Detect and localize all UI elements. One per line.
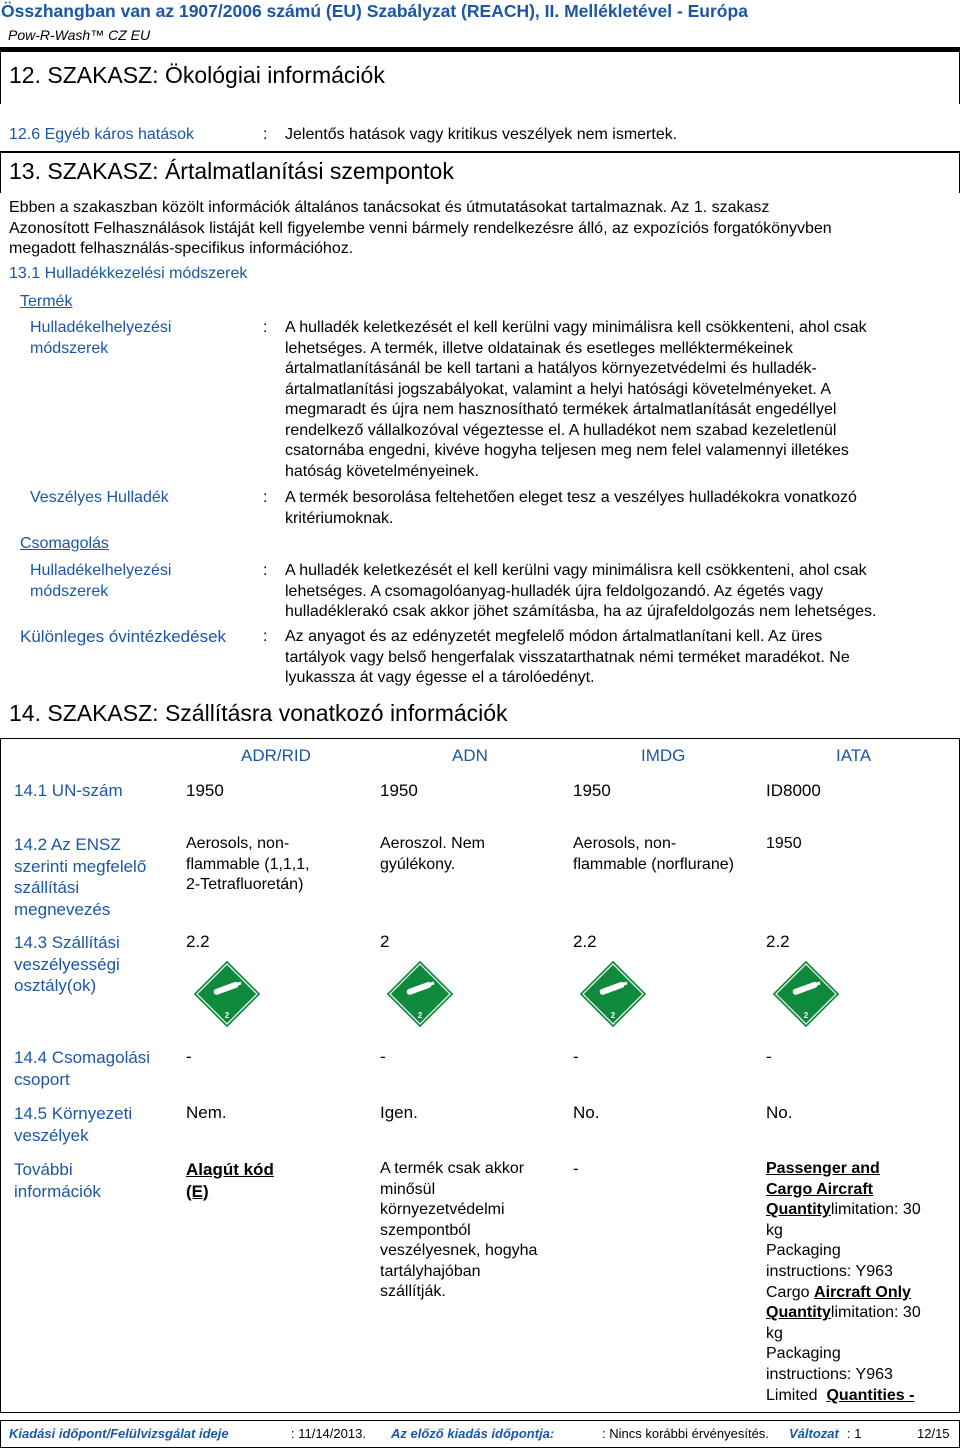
gas-cylinder-hazard-icon — [191, 958, 263, 1030]
footer-issue-value: : 11/14/2013. — [291, 1426, 366, 1441]
product-disposal-label: Hulladékelhelyezési módszerek — [30, 319, 172, 357]
hazard-class-adr: 2.2 — [186, 932, 210, 951]
row-label-environmental: 14.5 Környezeti veszélyek — [14, 1104, 133, 1145]
column-header-imdg: IMDG — [641, 746, 686, 765]
packing-group-adn: - — [380, 1047, 386, 1066]
hazardous-waste-colon: : — [263, 489, 268, 506]
column-header-iata: IATA — [836, 746, 872, 765]
section-13-intro: Ebben a szakaszban közölt információk általános tanácsokat és útmutatásokat tartalmaznak. Az 1. szakasz Azonosított Felhasználások listáját kell figyelembe venni bármely rendelkezésre álló, az expozíciós forgatókönyvben megadott felhasználás-specifikus információhoz. — [9, 199, 832, 257]
section-12-6-text: Jelentős hatások vagy kritikus veszélyek nem ismertek. — [285, 126, 678, 143]
packaging-disposal-label: Hulladékelhelyezési módszerek — [30, 562, 172, 600]
environmental-adr: Nem. — [186, 1103, 227, 1122]
product-disposal-colon: : — [263, 319, 268, 336]
row-label-shipping-name: 14.2 Az ENSZ szerinti megfelelő szállítási megnevezés — [14, 835, 147, 919]
un-number-adn: 1950 — [380, 781, 418, 800]
svg-text:2: 2 — [417, 1011, 423, 1020]
packing-group-imdg: - — [573, 1047, 579, 1066]
row-label-packing-group: 14.4 Csomagolási csoport — [14, 1048, 151, 1089]
special-precautions-colon: : — [263, 628, 268, 645]
hazardous-waste-label: Veszélyes Hulladék — [30, 489, 169, 506]
product-disposal-text: A hulladék keletkezését el kell kerülni vagy minimálisra kell csökkenteni, ahol csak lehetséges. A termék, illetve oldatainak és esetleges melléktermékeinek ártalmatlanításánál be kell tartani a hatályos környezetvédelmi és hulladék- ártalmatlanítási jogszabályokat, valamint a helyi hatósági követelményeket. A megmaradt és újra nem hasznosítható termékek ártalmatlanítását engedéllyel rendelkező vállalkozóval végeztesse el. A hulladékot nem szabad kezeletlenül csatornába engedni, kivéve hogyha teljesen meg nem felel valamennyi illetékes hatóság követelményeinek. — [285, 319, 867, 480]
shipping-name-iata: 1950 — [766, 835, 802, 852]
environmental-iata: No. — [766, 1103, 793, 1122]
hazardous-waste-text: A termék besorolása feltehetően eleget tesz a veszélyes hulladékokra vonatkozó kritériumoknak. — [285, 489, 857, 527]
packaging-heading: Csomagolás — [20, 535, 109, 552]
product-heading: Termék — [20, 293, 73, 310]
packaging-disposal-colon: : — [263, 562, 268, 579]
shipping-name-imdg: Aerosols, non- flammable (norflurane) — [573, 835, 734, 873]
product-name: Pow-R-Wash™ CZ EU — [8, 27, 151, 43]
additional-info-adr: Alagút kód (E) — [186, 1160, 274, 1201]
row-label-additional-info: További információk — [14, 1160, 101, 1201]
gas-cylinder-hazard-icon — [577, 958, 649, 1030]
additional-info-iata: Passenger and Cargo Aircraft Quantitylimitation: 30 kg Packaging instructions: Y963 Cargo Aircraft Only Quantitylimitation: 30 kg Packaging instructions: Y963 Limited Quantities - — [766, 1160, 921, 1404]
section-13-1-heading: 13.1 Hulladékkezelési módszerek — [9, 265, 248, 282]
row-label-hazard-class: 14.3 Szállítási veszélyességi osztály(ok) — [14, 933, 120, 995]
section-12-title: 12. SZAKASZ: Ökológiai információk — [9, 62, 385, 88]
row-label-un-number: 14.1 UN-szám — [14, 781, 123, 800]
footer-version-label: Változat — [789, 1426, 839, 1441]
section-12-6-colon: : — [263, 126, 268, 143]
section-13-title: 13. SZAKASZ: Ártalmatlanítási szempontok — [9, 158, 454, 184]
hazard-class-iata: 2.2 — [766, 932, 790, 951]
hazard-class-adn: 2 — [380, 932, 390, 951]
un-number-imdg: 1950 — [573, 781, 611, 800]
footer-prev-value: : Nincs korábbi érvényesítés. — [602, 1426, 769, 1441]
special-precautions-label: Különleges óvintézkedések — [20, 627, 227, 646]
footer-version-value: : 1 — [847, 1426, 862, 1441]
special-precautions-text: Az anyagot és az edényzetét megfelelő módon ártalmatlanítani kell. Az üres tartályok vagy belső hengerfalak visszatarthatnak némi terméket maradékot. Ne lyukassza át vagy égesse el a tárolóedényt. — [285, 628, 850, 686]
page-footer — [0, 1420, 960, 1448]
gas-cylinder-hazard-icon — [770, 958, 842, 1030]
un-number-iata: ID8000 — [766, 781, 821, 800]
un-number-adr: 1950 — [186, 781, 224, 800]
gas-cylinder-hazard-icon — [384, 958, 456, 1030]
section-14-title: 14. SZAKASZ: Szállításra vonatkozó információk — [9, 700, 508, 726]
packing-group-adr: - — [186, 1047, 192, 1066]
shipping-name-adr: Aerosols, non- flammable (1,1,1, 2-Tetrafluoretán) — [186, 835, 310, 893]
environmental-imdg: No. — [573, 1103, 600, 1122]
svg-text:2: 2 — [803, 1011, 809, 1020]
shipping-name-adn: Aeroszol. Nem gyúlékony. — [380, 835, 485, 873]
additional-info-adn: A termék csak akkor minősül környezetvédelmi szempontból veszélyesnek, hogyha tartályhajóban szállítják. — [380, 1160, 538, 1300]
document-header-title: Összhangban van az 1907/2006 számú (EU) Szabályzat (REACH), II. Mellékletével - Európa — [1, 1, 748, 21]
packaging-disposal-text: A hulladék keletkezését el kell kerülni vagy minimálisra kell csökkenteni, ahol csak lehetséges. A csomagolóanyag-hulladék újra feldolgozandó. Az égetés vagy hulladéklerakó csak akkor jöhet számításba, ha az újrafeldolgozás nem lehetséges. — [285, 562, 877, 620]
footer-issue-label: Kiadási időpont/Felülvizsgálat ideje — [9, 1426, 229, 1441]
svg-text:2: 2 — [224, 1011, 230, 1020]
footer-page-number: 12/15 — [917, 1426, 950, 1441]
section-12-6-label: 12.6 Egyéb káros hatások — [9, 126, 195, 143]
footer-prev-label: Az előző kiadás időpontja: — [391, 1426, 555, 1441]
hazard-class-imdg: 2.2 — [573, 932, 597, 951]
column-header-adn: ADN — [452, 746, 488, 765]
environmental-adn: Igen. — [380, 1103, 418, 1122]
additional-info-imdg: - — [573, 1159, 579, 1178]
column-header-adr-rid: ADR/RID — [241, 746, 311, 765]
packing-group-iata: - — [766, 1047, 772, 1066]
svg-text:2: 2 — [610, 1011, 616, 1020]
